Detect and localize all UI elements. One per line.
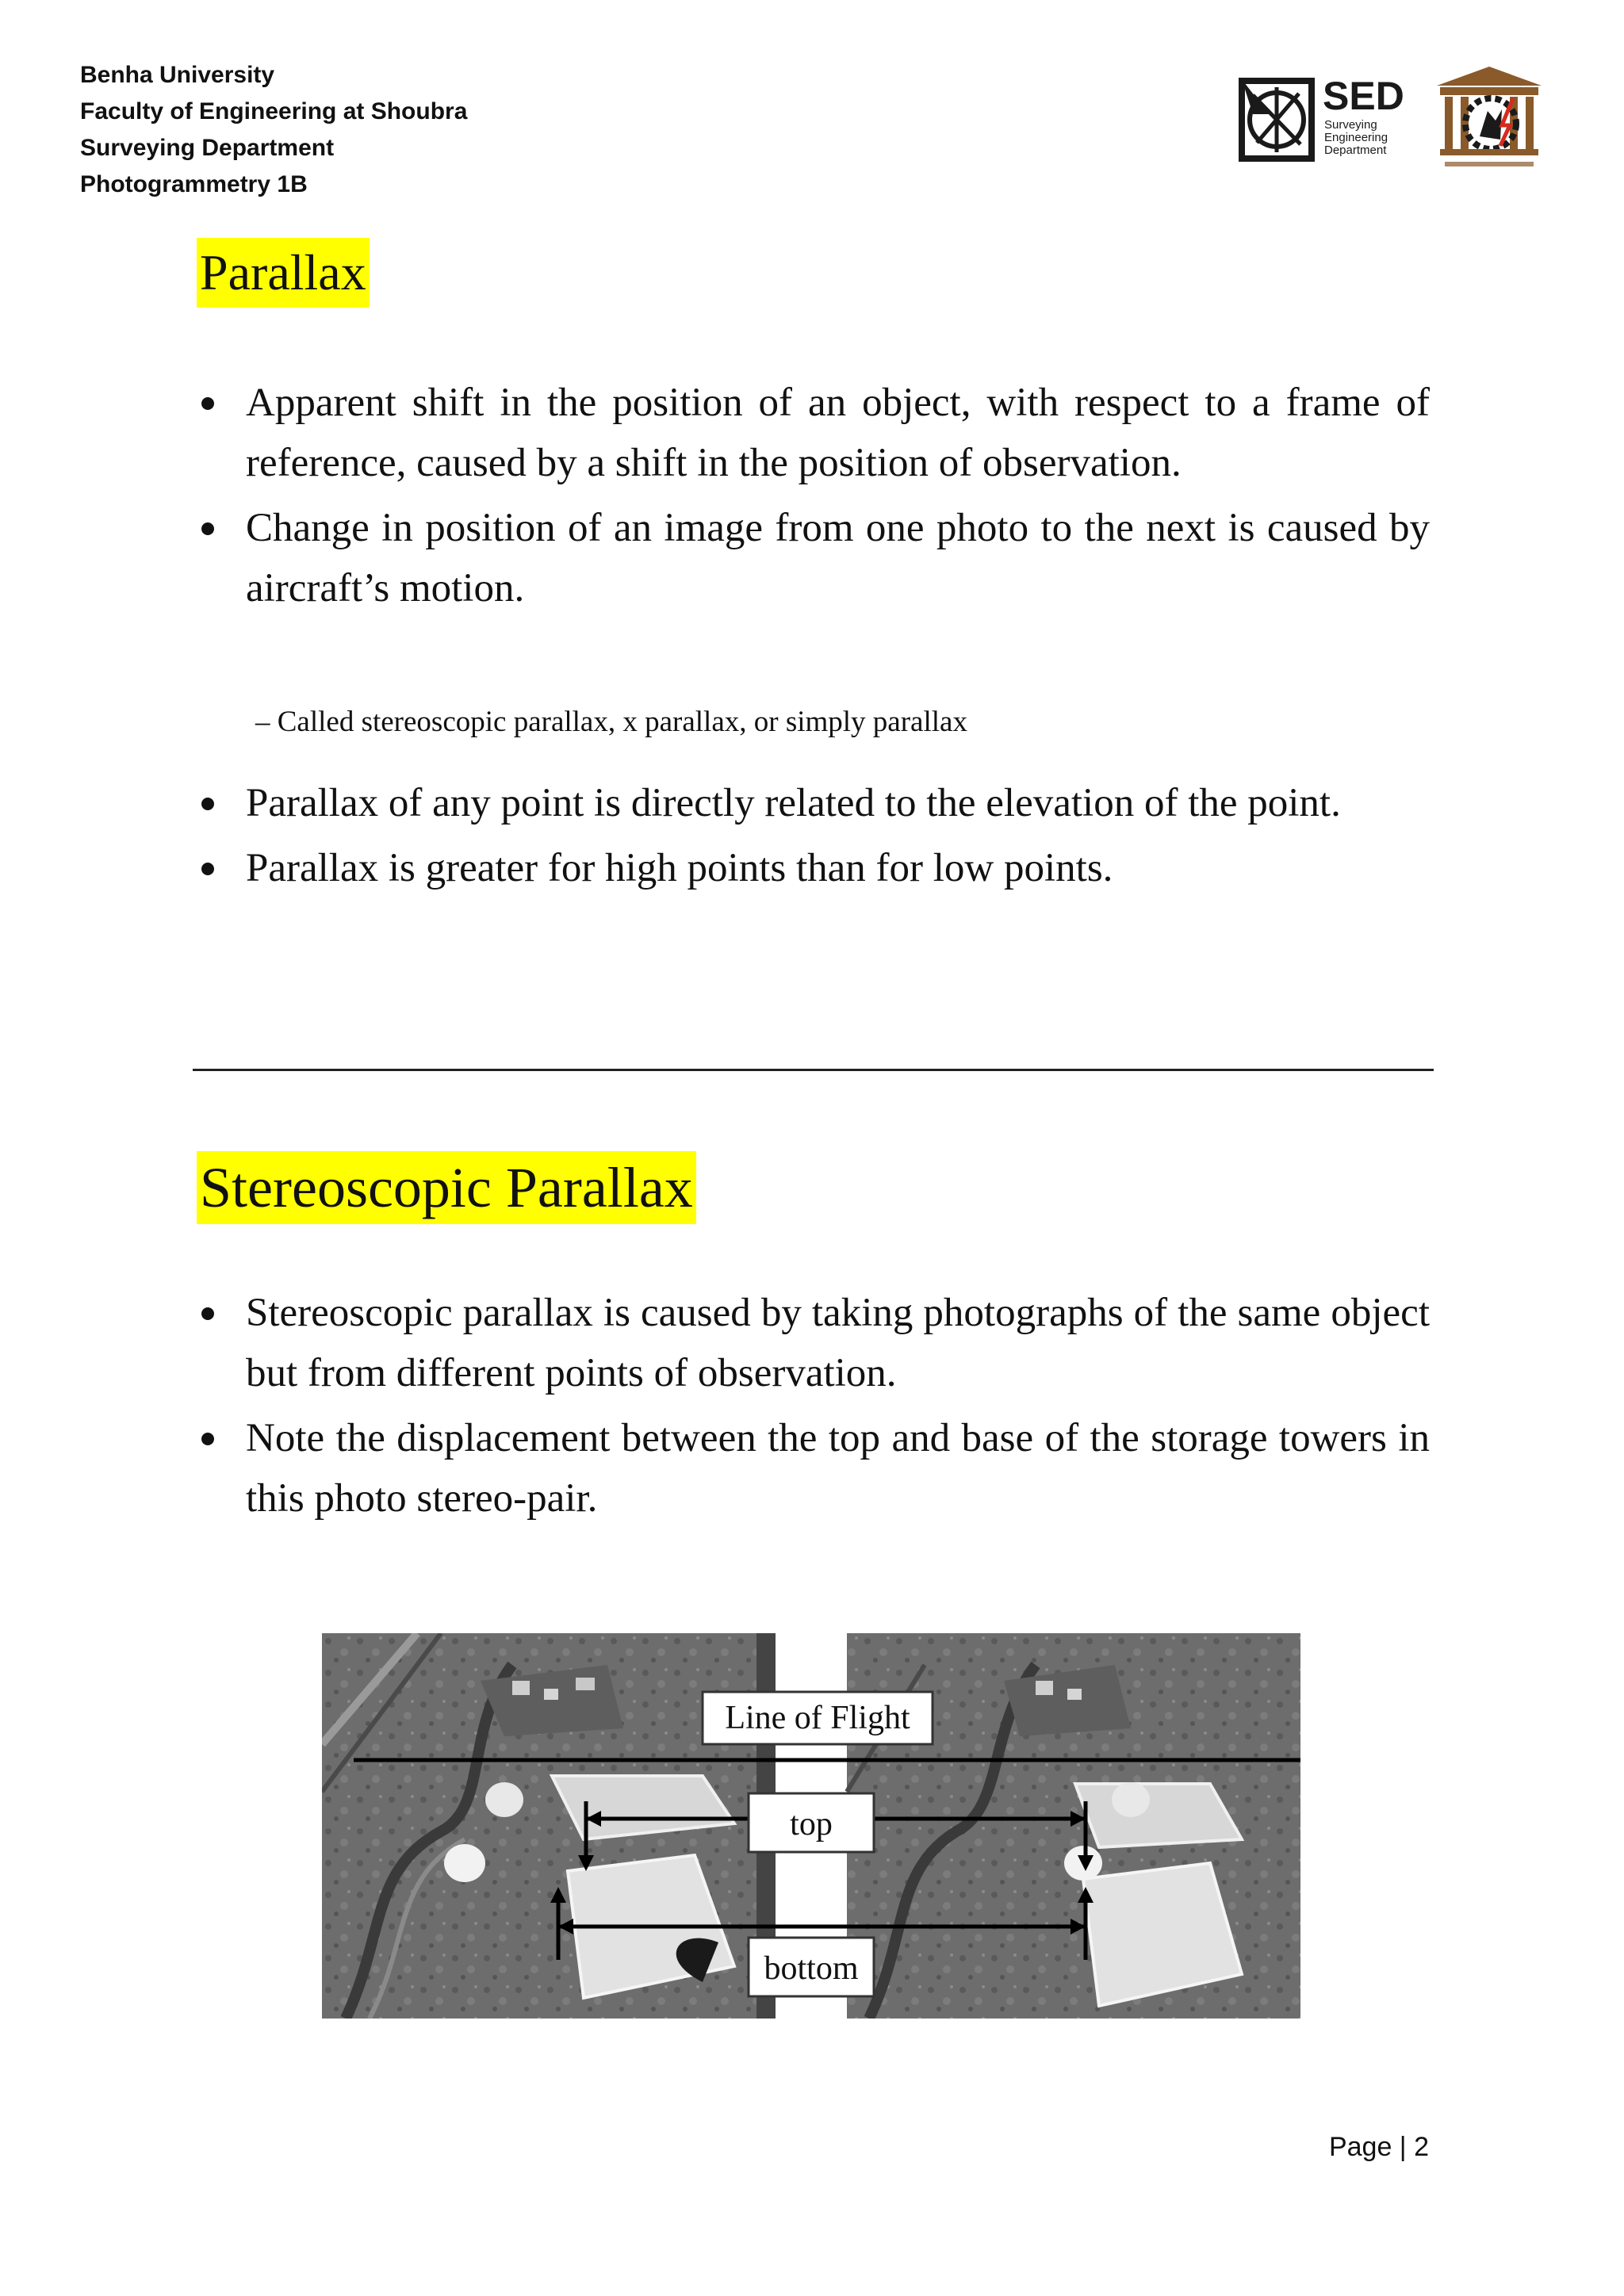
list-item — [197, 773, 1430, 833]
bullet-text: Change in position of an image from one photo to the next is caused by aircraft’s motion. — [246, 506, 1430, 610]
bullet-text: Parallax is greater for high points than for low points. — [246, 846, 1113, 890]
heading-parallax: Parallax — [197, 238, 370, 308]
sed-logo-sub-1: Surveying — [1324, 118, 1377, 132]
bullet-icon — [201, 798, 214, 810]
sed-logo-text: SED — [1323, 74, 1404, 118]
label-line-of-flight: Line of Flight — [725, 1700, 910, 1736]
bullet-icon — [201, 522, 214, 535]
header-department: Surveying Department — [80, 135, 335, 161]
section-divider — [193, 1069, 1434, 1071]
bullet-icon — [201, 863, 214, 875]
list-item — [197, 1408, 1430, 1529]
header-course: Photogrammetry 1B — [80, 171, 308, 197]
faculty-logo — [1437, 67, 1542, 166]
list-item — [197, 498, 1430, 618]
header-university: Benha University — [80, 62, 275, 88]
list-item — [197, 1283, 1430, 1403]
parallax-bullets-a — [197, 373, 1430, 623]
stereo-pair-figure — [322, 1633, 1300, 2019]
label-bottom: bottom — [764, 1950, 859, 1987]
label-top: top — [790, 1806, 833, 1843]
document-header — [80, 57, 467, 203]
section-parallax-heading — [197, 238, 1430, 308]
bullet-text: Parallax of any point is directly related to the elevation of the point. — [246, 781, 1341, 825]
section-stereo-heading — [197, 1151, 1430, 1224]
sed-logo — [1239, 74, 1404, 162]
bullet-text: Stereoscopic parallax is caused by taking photographs of the same object but from different points of observation. — [246, 1291, 1430, 1395]
sed-logo-sub-2: Engineering — [1324, 131, 1388, 144]
left-photo — [322, 1633, 756, 2019]
parallax-bullets-b — [197, 773, 1430, 903]
bullet-text: Apparent shift in the position of an object, with respect to a frame of reference, caused by a shift in the position of observation. — [246, 381, 1430, 485]
list-item — [197, 838, 1430, 898]
stereo-bullets — [197, 1283, 1430, 1533]
page-number: Page | 2 — [1328, 2132, 1429, 2162]
sed-logo-sub-3: Department — [1324, 144, 1387, 157]
list-item — [197, 373, 1430, 493]
bullet-icon — [201, 1307, 214, 1320]
bullet-icon — [201, 397, 214, 410]
header-faculty: Faculty of Engineering at Shoubra — [80, 98, 468, 124]
header-logos — [1237, 63, 1546, 182]
bullet-icon — [201, 1433, 214, 1445]
bullet-text: Note the displacement between the top and base of the storage towers in this photo stereo-pair. — [246, 1416, 1430, 1521]
heading-stereoscopic-parallax: Stereoscopic Parallax — [197, 1151, 696, 1224]
parallax-sub-note: – Called stereoscopic parallax, x parallax, or simply parallax — [255, 706, 967, 738]
